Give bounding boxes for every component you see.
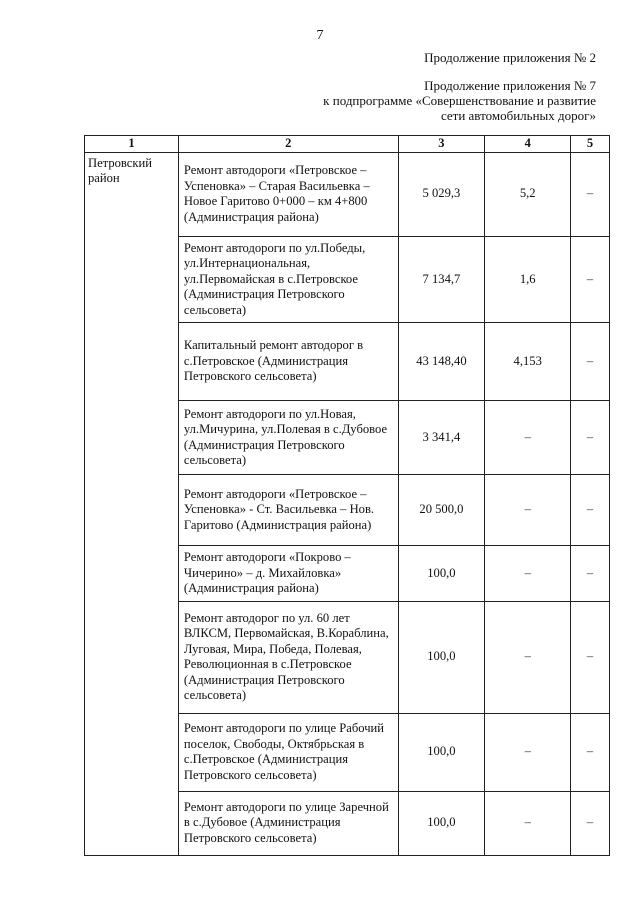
header-line-2: Продолжение приложения № 7: [424, 78, 596, 93]
column-header: 5: [571, 136, 610, 153]
col5-value: –: [571, 791, 610, 855]
work-description: Ремонт автодороги «Петровское – Успеновка» - Ст. Васильевка – Нов. Гаритово (Администрация района): [178, 475, 398, 546]
length-value: 1,6: [485, 236, 571, 323]
length-value: 5,2: [485, 152, 571, 236]
col5-value: –: [571, 713, 610, 791]
appendix-continuation-2: [424, 50, 596, 65]
work-description: Ремонт автодороги по ул.Победы, ул.Интернациональная, ул.Первомайская в с.Петровское (Администрация Петровского сельсовета): [178, 236, 398, 323]
appendix-continuation-7: [323, 78, 596, 123]
cost-value: 20 500,0: [398, 475, 485, 546]
col5-value: –: [571, 475, 610, 546]
col5-value: –: [571, 546, 610, 602]
work-description: Капитальный ремонт автодорог в с.Петровское (Администрация Петровского сельсовета): [178, 323, 398, 401]
length-value: –: [485, 546, 571, 602]
region-cell: [85, 152, 179, 855]
col5-value: –: [571, 323, 610, 401]
column-header: 1: [85, 136, 179, 153]
cost-value: 100,0: [398, 713, 485, 791]
work-description: Ремонт автодороги по ул.Новая, ул.Мичурина, ул.Полевая в с.Дубовое (Администрация Петровского сельсовета): [178, 401, 398, 475]
page-number: 7: [316, 28, 324, 43]
region-name-line-1: Петровский: [88, 155, 152, 170]
cost-value: 5 029,3: [398, 152, 485, 236]
col5-value: –: [571, 401, 610, 475]
col5-value: –: [571, 601, 610, 713]
cost-value: 43 148,40: [398, 323, 485, 401]
column-header: 3: [398, 136, 485, 153]
length-value: 4,153: [485, 323, 571, 401]
col5-value: –: [571, 152, 610, 236]
length-value: –: [485, 401, 571, 475]
cost-value: 3 341,4: [398, 401, 485, 475]
roads-table: [84, 135, 610, 856]
header-line-1: Продолжение приложения № 2: [424, 50, 596, 65]
cost-value: 7 134,7: [398, 236, 485, 323]
work-description: Ремонт автодороги по улице Заречной в с.Дубовое (Администрация Петровского сельсовета): [178, 791, 398, 855]
cost-value: 100,0: [398, 601, 485, 713]
length-value: –: [485, 601, 571, 713]
length-value: –: [485, 475, 571, 546]
length-value: –: [485, 791, 571, 855]
work-description: Ремонт автодороги «Петровское – Успеновка» – Старая Васильевка – Новое Гаритово 0+000 – км 4+800 (Администрация района): [178, 152, 398, 236]
work-description: Ремонт автодороги «Покрово – Чичерино» – д. Михайловка» (Администрация района): [178, 546, 398, 602]
region-name-line-2: район: [88, 171, 120, 185]
col5-value: –: [571, 236, 610, 323]
length-value: –: [485, 713, 571, 791]
work-description: Ремонт автодорог по ул. 60 лет ВЛКСМ, Первомайская, В.Кораблина, Луговая, Мира, Победа, Полевая, Революционная в с.Петровское (Администрация Петровского сельсовета): [178, 601, 398, 713]
table-row: [85, 152, 610, 236]
table-header-row: [85, 136, 610, 153]
header-line-3: к подпрограмме «Совершенствование и развитие: [323, 93, 596, 108]
work-description: Ремонт автодороги по улице Рабочий поселок, Свободы, Октябрьская в с.Петровское (Администрация Петровского сельсовета): [178, 713, 398, 791]
cost-value: 100,0: [398, 791, 485, 855]
cost-value: 100,0: [398, 546, 485, 602]
header-line-4: сети автомобильных дорог»: [440, 108, 596, 123]
column-header: 2: [178, 136, 398, 153]
column-header: 4: [485, 136, 571, 153]
